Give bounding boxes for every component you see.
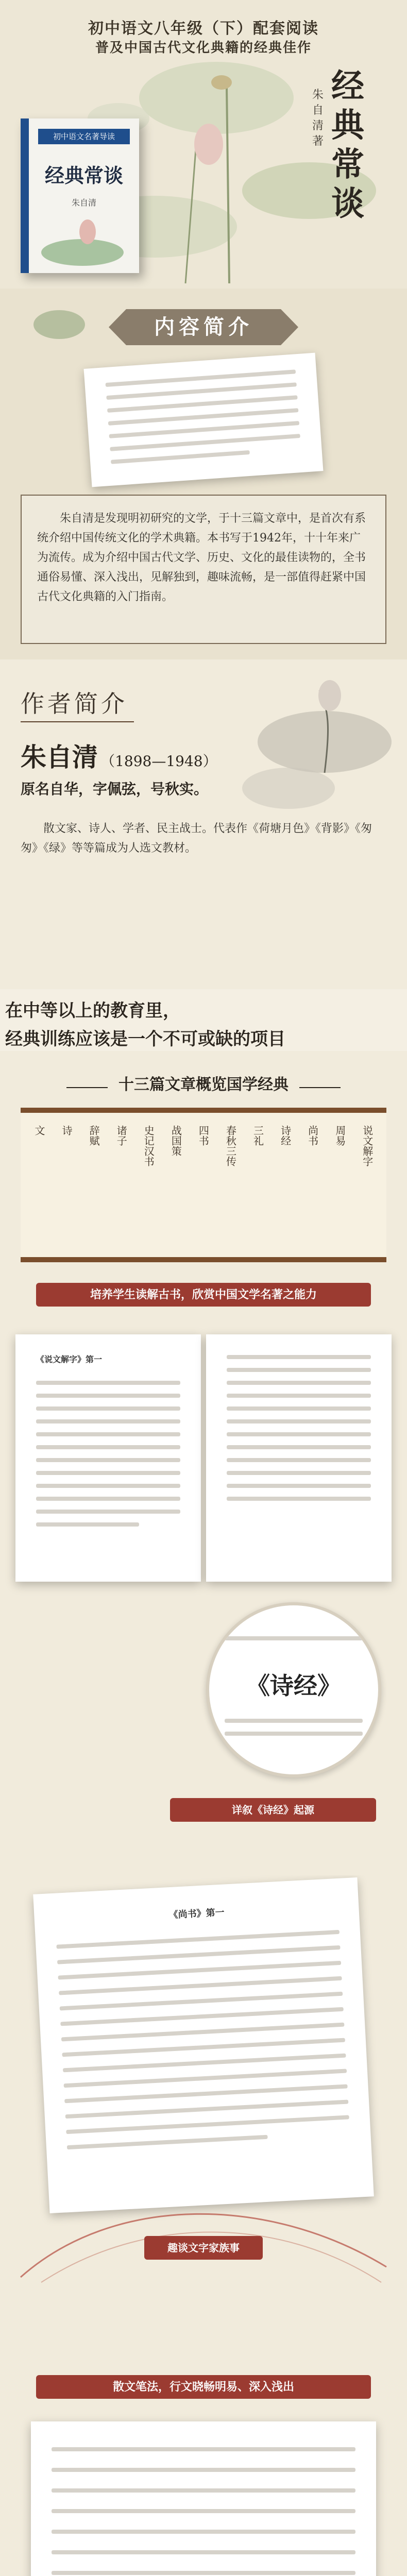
toc-scroll — [21, 1108, 386, 1262]
toc-item: 四书 — [197, 1125, 210, 1146]
hero-title: 经典常谈 — [331, 67, 364, 223]
feature-page-4 — [31, 2421, 376, 2576]
intro-text-box — [21, 495, 386, 644]
feature-pill-3: 趣谈文字家族事 — [144, 2236, 263, 2260]
toc-item: 说文解字 — [361, 1125, 374, 1166]
edu-banner — [0, 989, 407, 1051]
author-heading: 作者简介 — [21, 690, 128, 718]
toc-item: 文 — [33, 1125, 46, 1136]
hero-tagline-1: 初中语文八年级（下）配套阅读 — [88, 20, 319, 38]
feature-pill-4: 散文笔法，行文晓畅明易、深入浅出 — [36, 2375, 371, 2399]
hero-tagline-2: 普及中国古代文化典籍的经典佳作 — [95, 40, 312, 56]
cover-author: 朱自清 — [71, 198, 96, 208]
toc-item: 诸子 — [115, 1125, 128, 1146]
author-rule — [21, 721, 134, 722]
feature-section-2 — [0, 1875, 407, 2365]
author-bio: 散文家、诗人、学者、民主战士。代表作《荷塘月色》《背影》《匆匆》《绿》等等篇成为人选文教材。 — [21, 822, 372, 855]
lotus-ink-illustration — [227, 670, 402, 840]
author-alias: 原名自华，字佩弦，号秋实。 — [21, 781, 209, 798]
feature-pill-1: 培养学生读解古书，欣赏中国文学名著之能力 — [36, 1283, 371, 1307]
feature-section-3 — [0, 2365, 407, 2576]
toc-item: 诗经 — [279, 1125, 292, 1146]
intro-book-image — [84, 353, 324, 487]
intro-body: 朱自清是发现明初研究的文学，于十三篇文章中，是首次有系统介绍中国传统文化的学术典籍。本书写于1942年，十十年来广为流传。成为介绍中国古代文学、历史、文化的最佳读物的，全书通俗易懂、深入浅出，见解独到，趣味流畅，是一部值得赶紧中国古代文化典籍的入门指南。 — [37, 512, 366, 603]
leaf-icon — [31, 304, 88, 345]
cover-lotus-icon — [31, 211, 134, 268]
toc-item: 战国策 — [169, 1125, 182, 1156]
toc-item: 辞赋 — [88, 1125, 100, 1146]
hero-author: 朱自清 著 — [312, 89, 324, 148]
toc-item: 史记汉书 — [142, 1125, 155, 1166]
page-chapter-title-2: 《尚书》第一 — [168, 1907, 225, 1921]
author-name-row — [21, 737, 217, 774]
page-chapter-title: 《说文解字》第一 — [36, 1354, 103, 1364]
toc-heading: 十三篇文章概览国学经典 — [118, 1076, 289, 1094]
feature-page-right — [206, 1334, 392, 1582]
book-cover — [21, 118, 139, 273]
feature-section-1 — [0, 1273, 407, 1875]
zoom-detail — [206, 1602, 381, 1777]
cover-title: 经典常谈 — [44, 164, 123, 187]
cover-ribbon: 初中语文名著导读 — [38, 129, 130, 144]
edu-line-1: 在中等以上的教育里， — [5, 1001, 180, 1021]
author-section — [0, 659, 407, 984]
edu-line-2: 经典训练应该是一个不可或缺的项目 — [5, 1029, 285, 1049]
toc-item: 春秋三传 — [224, 1125, 237, 1166]
toc-item: 诗 — [60, 1125, 73, 1136]
intro-section — [0, 289, 407, 659]
intro-heading: 内容简介 — [126, 309, 281, 345]
feature-page-left — [15, 1334, 201, 1582]
feature-page-3 — [33, 1877, 374, 2213]
toc-heading-row — [0, 1072, 407, 1094]
author-years: （1898—1948） — [100, 753, 217, 770]
feature-pill-2: 详叙《诗经》起源 — [170, 1798, 376, 1822]
hero-section — [0, 0, 407, 289]
toc-item: 尚书 — [306, 1125, 319, 1146]
toc-item: 三礼 — [251, 1125, 264, 1146]
toc-section — [0, 984, 407, 1273]
zoom-big-text: 《诗经》 — [246, 1672, 341, 1700]
toc-item: 周易 — [333, 1125, 346, 1146]
author-name: 朱自清 — [21, 742, 98, 772]
